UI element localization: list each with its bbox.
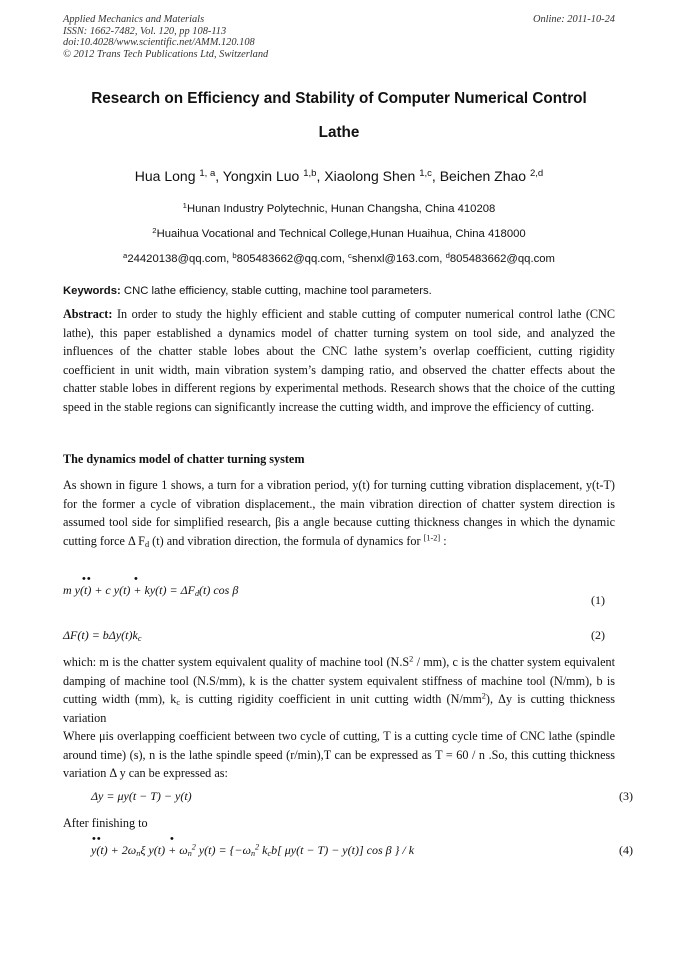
equation-sub: n [250, 849, 256, 859]
email-sup: a [123, 250, 128, 260]
email-link[interactable]: 805483662@qq.com, [236, 253, 349, 265]
equation-sub: c [267, 849, 272, 859]
para-sub: d [144, 539, 150, 549]
email-list [63, 250, 615, 265]
email-sup: b [232, 250, 237, 260]
author-name: Hua Long [134, 168, 196, 184]
after-finishing-text: After finishing to [63, 816, 148, 830]
affiliation-1 [63, 200, 615, 215]
abstract [63, 305, 615, 417]
email-link[interactable]: shenxl@163.com, [351, 253, 446, 265]
email-sup: d [445, 250, 450, 260]
issn-line: ISSN: 1662-7482, Vol. 120, pp 108-113 [63, 25, 227, 37]
equation-text: ξ y(t) + ω [140, 843, 188, 857]
equation-text: Δy = μy(t − T) − y(t) [91, 789, 192, 803]
equation-text: b[ μy(t − T) − y(t)] cos β } / k [271, 843, 415, 857]
equation-text: y(t) + 2ω [91, 843, 137, 857]
journal-name: Applied Mechanics and Materials [63, 14, 205, 25]
equation-3 [91, 789, 633, 804]
equation-1 [63, 583, 615, 607]
affiliation-2 [63, 225, 615, 240]
para-text: which: m is the chatter system equivalent quality of machine tool (N.S [63, 655, 410, 669]
body-paragraph-3: Where μis overlapping coefficient between two cycle of cutting, T is a cutting cycle time of CNC lathe (spindle around time) (s), n is the lathe spindle speed (r/min),T can be expressed as T = 60 / n .So, this cutting thickness variation Δ y can be expressed as: [63, 729, 615, 781]
equation-number: (2) [591, 628, 605, 642]
double-dot-mark: •• [92, 833, 102, 845]
equation-sup: 2 [255, 842, 260, 852]
para-sup: 2 [409, 654, 414, 664]
para-text: / mm), c is the chatter system equivalent damping of machine tool (N.S/mm), k is the chatter system equivalent stiffness of machine tool (N/mm), b is cutting width (mm), k [63, 655, 615, 707]
para-text: ), Δy is cutting thickness variation [63, 692, 616, 725]
single-dot-mark: • [134, 573, 138, 585]
equation-text: ΔF(t) = bΔy(t)k [63, 628, 138, 642]
paper-title-line-1: Research on Efficiency and Stability of Computer Numerical Control [91, 90, 587, 107]
keywords-text: CNC lathe efficiency, stable cutting, machine tool parameters. [120, 285, 432, 297]
equation-text: (t) cos β [199, 583, 239, 597]
author-sup: 2,d [530, 167, 544, 179]
citation-ref[interactable]: [1-2] [423, 533, 441, 543]
author-sup: 1, a [199, 167, 216, 179]
body-paragraph-1 [63, 476, 615, 550]
para-text: is cutting rigidity coefficient in unit cutting width (N/mm [180, 692, 482, 707]
journal-header [63, 14, 615, 60]
single-dot-mark: • [170, 833, 174, 845]
email-link[interactable]: 805483662@qq.com [449, 253, 555, 265]
affiliation-text: Hunan Industry Polytechnic, Hunan Changsha, China 410208 [186, 203, 496, 215]
equation-sup: 2 [191, 842, 196, 852]
body-paragraph-2 [63, 653, 615, 727]
doi-line[interactable]: doi:10.4028/www.scientific.net/AMM.120.108 [63, 37, 255, 49]
para-sup: 2 [481, 691, 486, 701]
author-name: Yongxin Luo [222, 168, 300, 184]
affiliation-sup: 1 [182, 200, 187, 210]
email-link[interactable]: 24420138@qq.com, [127, 253, 233, 265]
email-sup: c [348, 250, 352, 260]
equation-text: m y(t) + c y(t) + ky(t) = ΔF [63, 583, 195, 597]
equation-2 [63, 628, 615, 643]
para-sub: c [176, 698, 181, 708]
author-name: Xiaolong Shen [324, 168, 416, 184]
author-sup: 1,c [419, 167, 432, 179]
equation-text: k [259, 843, 268, 857]
author-name: Beichen Zhao [439, 168, 527, 184]
author-sup: 1,b [303, 167, 317, 179]
online-date: Online: 2011-10-24 [532, 14, 615, 25]
para-text: As shown in figure 1 shows, a turn for a vibration period, y(t) for turning cutting vibration displacement, y(t-T) for the former a cycle of vibration displacement., the main vibration direction of chatter system direction is assumed tool side for simplified research, βis a angle because cutting thickness changes in which the dynamic cutting force Δ F [63, 478, 615, 548]
equation-sub: n [136, 849, 141, 859]
equation-number: (1) [591, 593, 605, 607]
keywords [63, 285, 623, 297]
section-heading: The dynamics model of chatter turning system [63, 452, 305, 466]
double-dot-mark: •• [82, 573, 92, 585]
affiliation-text: Huaihua Vocational and Technical College,Hunan Huaihua, China 418000 [156, 228, 526, 240]
para-text: : [440, 533, 447, 548]
copyright-line: © 2012 Trans Tech Publications Ltd, Switzerland [63, 48, 269, 60]
paper-title-line-2: Lathe [318, 124, 360, 141]
abstract-text: In order to study the highly efficient and stable cutting of computer numerical control lathe (CNC lathe), this paper established a dynamics model of chatter turning system on tool side, and analyzed the influences of the chatter stable lobes about the CNC lathe system’s overlap coefficient, cutting rigidity coefficient in unit width, main vibration system’s damping ratio, and observed the chatter effects about the chatter stable lobes in different regions by experimental methods. Research shows that the choice of the cutting speed in the stable regions can significantly increase the cutting width, and improve the efficiency of cutting. [63, 307, 615, 414]
keywords-label: Keywords: [63, 285, 121, 297]
equation-text: y(t) = {−ω [195, 843, 251, 857]
affiliation-sup: 2 [152, 225, 157, 235]
equation-4 [91, 842, 633, 859]
equation-number: (4) [619, 843, 633, 857]
abstract-label: Abstract: [63, 307, 113, 321]
author-list: Hua Long $^{1, a}$, Yongxin Luo $^{1,b}$, Xiaolong Shen $^{1,c}$, Beichen Zhao $^{2,d}$ [134, 167, 544, 184]
para-text: (t) and vibration direction, the formula of dynamics for [149, 533, 424, 548]
equation-sub: d [194, 589, 200, 599]
equation-number: (3) [619, 789, 633, 803]
equation-sub: c [137, 634, 142, 644]
equation-sub: n [187, 849, 192, 859]
